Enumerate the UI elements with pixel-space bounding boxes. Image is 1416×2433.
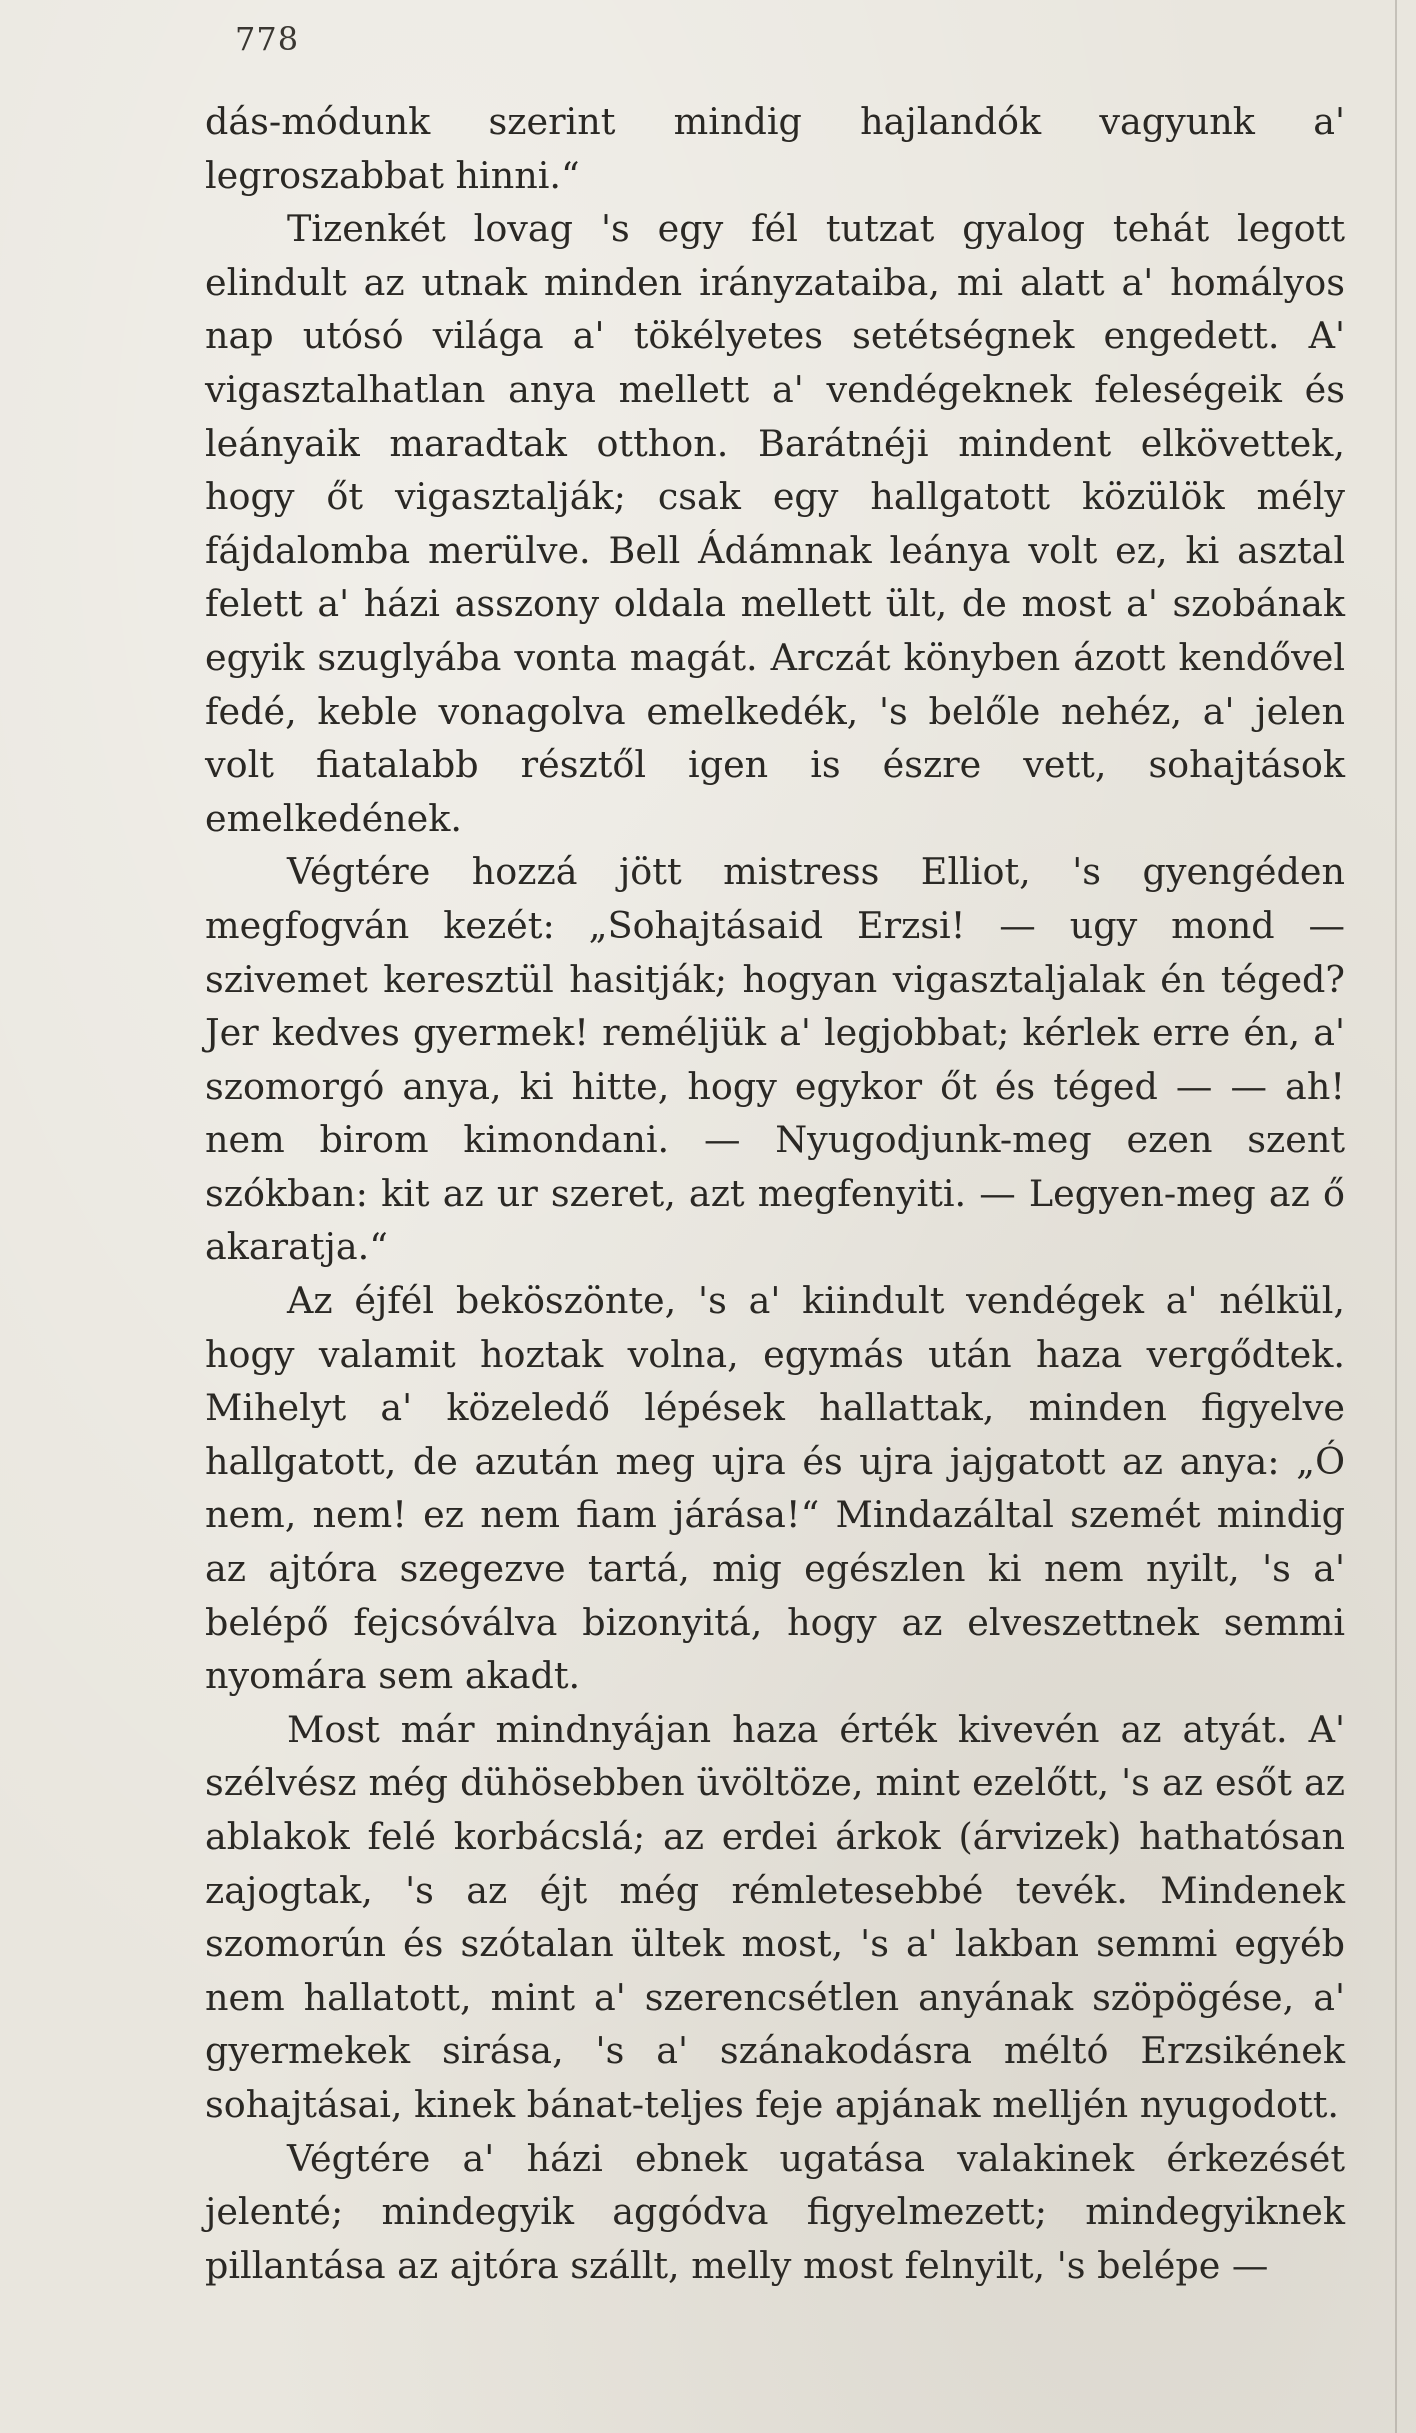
paragraph-5: Most már mindnyájan haza érték kivevén az atyát. A' szélvész még dühösebben üvöltöze, mint ezelőtt, 's az esőt az ablakok felé korbácslá; az erdei árkok (árvizek) hathatósan zajogtak, 's az éjt még rémletesebbé tevék. Mindenek szomorún és szótalan ültek most, 's a' lakban semmi egyéb nem hallatott, mint a' szerencsétlen anyának szöpögése, a' gyermekek sirása, 's a' szánakodásra méltó Erzsikének sohajtásai, kinek bánat-teljes feje apjának melljén nyugodott. — [205, 1707, 1345, 2126]
paragraph-6: Végtére a' házi ebnek ugatása valakinek érkezését jelenté; mindegyik aggódva figyelmezett; mindegyiknek pillantása az ajtóra szállt, melly most felnyilt, 's belépe — — [205, 2136, 1345, 2287]
paragraph-2: Tizenkét lovag 's egy fél tutzat gyalog tehát legott elindult az utnak minden irányzataiba, mi alatt a' homályos nap utósó világa a' tökélyetes setétségnek engedett. A' vigasztalhatlan anya mellett a' vendégeknek feleségeik és leányaik maradtak otthon. Barátnéji mindent elkövettek, hogy őt vigasztalják; csak egy hallgatott közülök mély fájdalomba merülve. Bell Ádámnak leánya volt ez, ki asztal felett a' házi asszony oldala mellett ült, de most a' szobának egyik szuglyába vonta magát. Arczát könyben ázott kendővel fedé, keble vonagolva emelkedék, 's belőle nehéz, a' jelen volt fiatalabb résztől igen is észre vett, sohajtások emelkedének. — [205, 207, 1345, 840]
page-number: 778 — [235, 20, 300, 58]
paragraph-3: Végtére hozzá jött mistress Elliot, 's gyengéden megfogván kezét: „Sohajtásaid Erzsi! — ugy mond — szivemet keresztül hasitják; hogyan vigasztaljalak én téged? Jer kedves gyermek! reméljük a' legjobbat; kérlek erre én, a' szomorgó anya, ki hitte, hogy egykor őt és téged — — ah! nem birom kimondani. — Nyugodjunk-meg ezen szent szókban: kit az ur szeret, azt megfenyiti. — Legyen-meg az ő akaratja.“ — [205, 850, 1345, 1269]
body-text — [205, 95, 1345, 2292]
paragraph-1: dás-módunk szerint mindig hajlandók vagyunk a' legroszabbat hinni.“ — [205, 100, 1345, 197]
paragraph-4: Az éjfél beköszönte, 's a' kiindult vendégek a' nélkül, hogy valamit hoztak volna, egymás után haza vergődtek. Mihelyt a' közeledő lépések hallattak, minden figyelve hallgatott, de azután meg ujra és ujra jajgatott az anya: „Ó nem, nem! ez nem fiam járása!“ Mindazáltal szemét mindig az ajtóra szegezve tartá, mig egészlen ki nem nyilt, 's a' belépő fejcsóválva bizonyitá, hogy az elveszettnek semmi nyomára sem akadt. — [205, 1279, 1345, 1698]
page-edge-shadow — [1395, 0, 1397, 2433]
